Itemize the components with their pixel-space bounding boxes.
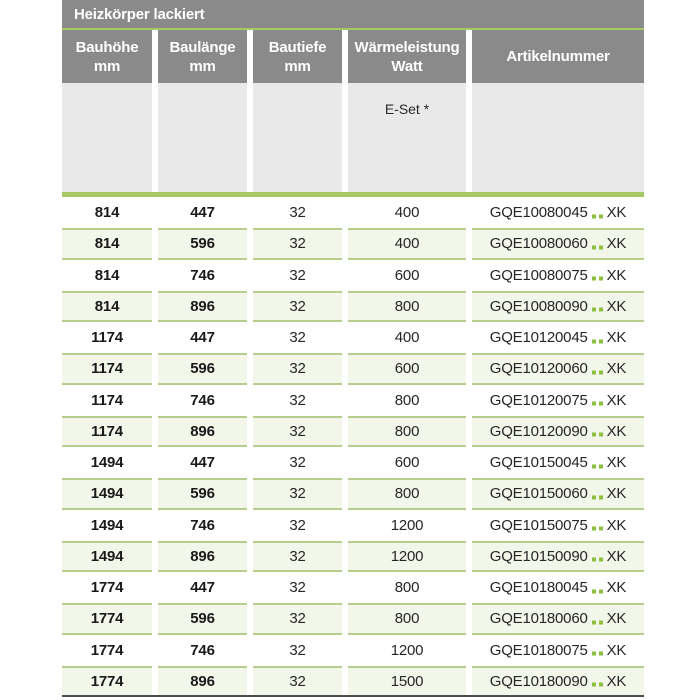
artikel-suffix: XK [606,672,627,690]
subheader-cell [253,83,342,192]
cell-bautiefe: 32 [253,353,342,384]
cell-bautiefe: 32 [253,478,342,509]
cell-baulaenge: 596 [158,478,247,509]
cell-baulaenge: 746 [190,266,215,284]
table-row [62,353,644,384]
subheader-cell [472,83,644,192]
table-row [62,447,644,478]
table-bottom-border [62,695,644,697]
column-label: Baulänge [169,38,236,56]
cell-artikelnummer [472,541,644,572]
column-header-bauhoehe [62,30,152,83]
column-unit: mm [284,57,311,75]
table-row [62,416,644,447]
cell-artikelnummer [472,447,644,478]
artikel-placeholder-dots-icon [592,433,603,437]
artikel-suffix: XK [606,641,627,659]
artikel-placeholder-dots-icon [592,245,603,249]
table-row [62,510,644,541]
cell-bauhoehe: 1174 [62,416,152,447]
column-unit: mm [93,57,121,75]
cell-bautiefe: 32 [253,416,342,447]
cell-baulaenge: 447 [190,329,215,347]
cell-baulaenge: 746 [190,391,215,409]
artikel-number: GQE10180060 [489,610,588,628]
cell-bautiefe: 32 [253,541,342,572]
cell-bauhoehe: 1494 [90,516,124,534]
cell-waermeleistung: 600 [394,266,420,284]
cell-baulaenge: 596 [158,603,247,634]
artikel-number: GQE10180075 [489,641,588,659]
cell-baulaenge: 896 [158,416,247,447]
cell-bautiefe: 32 [289,641,306,659]
artikel-placeholder-dots-icon [592,214,603,218]
cell-waermeleistung: 400 [394,204,420,222]
cell-bauhoehe: 1774 [90,579,124,597]
artikel-suffix: XK [606,579,627,597]
cell-artikelnummer [472,510,644,541]
cell-bauhoehe: 1494 [62,478,152,509]
artikel-number: GQE10120045 [489,329,588,347]
cell-bautiefe: 32 [253,228,342,259]
cell-bautiefe: 32 [289,579,306,597]
cell-waermeleistung: 800 [348,416,466,447]
cell-bautiefe: 32 [253,291,342,322]
cell-baulaenge: 447 [190,579,215,597]
artikel-placeholder-dots-icon [592,620,603,624]
cell-waermeleistung: 400 [394,329,420,347]
artikel-placeholder-dots-icon [592,370,603,374]
cell-bauhoehe: 1174 [91,329,123,347]
cell-waermeleistung: 800 [348,478,466,509]
cell-bauhoehe: 1774 [62,603,152,634]
cell-baulaenge: 596 [158,228,247,259]
cell-waermeleistung: 400 [348,228,466,259]
table-row [62,197,644,228]
table-row [62,322,644,353]
table-row [62,572,644,603]
artikel-placeholder-dots-icon [592,683,603,687]
artikel-number: GQE10120060 [489,360,588,378]
artikel-suffix: XK [606,235,627,253]
cell-baulaenge: 447 [190,454,215,472]
artikel-placeholder-dots-icon [592,495,603,499]
cell-baulaenge: 447 [190,204,215,222]
cell-artikelnummer [472,478,644,509]
cell-bauhoehe: 1174 [62,353,152,384]
cell-bautiefe: 32 [253,603,342,634]
table-row [62,291,644,322]
cell-waermeleistung: 1200 [390,641,424,659]
cell-waermeleistung: 600 [394,454,420,472]
artikel-suffix: XK [606,297,627,315]
cell-bauhoehe: 814 [62,291,152,322]
cell-bautiefe: 32 [289,204,306,222]
column-header-baulaenge [158,30,247,83]
artikel-placeholder-dots-icon [592,464,603,468]
artikel-placeholder-dots-icon [592,558,603,562]
artikel-suffix: XK [606,329,627,347]
artikel-placeholder-dots-icon [592,652,603,656]
cell-artikelnummer [472,416,644,447]
column-label: Bautiefe [268,38,327,56]
artikel-suffix: XK [606,360,627,378]
column-label: Wärmeleistung [354,38,460,56]
table-row [62,478,644,509]
artikel-placeholder-dots-icon [592,527,603,531]
artikel-suffix: XK [606,547,627,565]
cell-artikelnummer [472,572,644,603]
artikel-number: GQE10120090 [489,422,588,440]
cell-artikelnummer [472,635,644,666]
cell-waermeleistung: 1200 [390,516,424,534]
cell-bautiefe: 32 [253,666,342,697]
artikel-suffix: XK [606,485,627,503]
artikel-number: GQE10180090 [489,672,588,690]
column-unit: mm [189,57,216,75]
cell-artikelnummer [472,197,644,228]
artikel-number: GQE10150090 [489,547,588,565]
artikel-suffix: XK [606,266,627,284]
column-header-waermeleistung [348,30,466,83]
cell-bauhoehe: 1494 [62,541,152,572]
artikel-placeholder-dots-icon [592,308,603,312]
column-header-artikelnummer [472,30,644,83]
cell-bautiefe: 32 [289,266,306,284]
artikel-number: GQE10150045 [489,454,588,472]
cell-bauhoehe: 1174 [91,391,123,409]
table-row [62,635,644,666]
cell-baulaenge: 746 [190,641,215,659]
artikel-suffix: XK [606,204,627,222]
cell-baulaenge: 746 [190,516,215,534]
cell-artikelnummer [472,291,644,322]
cell-bauhoehe: 814 [94,204,120,222]
artikel-placeholder-dots-icon [592,589,603,593]
artikel-suffix: XK [606,454,627,472]
table-row [62,385,644,416]
column-header-row [62,30,644,83]
subheader-row [62,83,644,192]
table-title-bar [62,0,644,28]
artikel-number: GQE10150060 [489,485,588,503]
artikel-suffix: XK [606,422,627,440]
cell-baulaenge: 896 [158,666,247,697]
subheader-cell [158,83,247,192]
artikel-suffix: XK [606,391,627,409]
column-header-bautiefe [253,30,342,83]
cell-bauhoehe: 1494 [90,454,124,472]
cell-artikelnummer [472,228,644,259]
subheader-cell-eset [348,83,466,192]
artikel-number: GQE10080075 [489,266,588,284]
table-row [62,603,644,634]
cell-artikelnummer [472,353,644,384]
table-row [62,260,644,291]
cell-bautiefe: 32 [289,454,306,472]
cell-baulaenge: 896 [158,541,247,572]
table-row [62,666,644,697]
cell-waermeleistung: 800 [348,603,466,634]
cell-bauhoehe: 1774 [62,666,152,697]
artikel-placeholder-dots-icon [592,402,603,406]
column-label: Bauhöhe [75,38,139,56]
cell-baulaenge: 596 [158,353,247,384]
cell-artikelnummer [472,603,644,634]
artikel-placeholder-dots-icon [592,339,603,343]
artikel-number: GQE10150075 [489,516,588,534]
product-table [62,0,644,697]
column-label: Artikelnummer [506,48,610,65]
table-body [62,197,644,697]
cell-bautiefe: 32 [289,516,306,534]
cell-waermeleistung: 800 [394,579,420,597]
cell-bautiefe: 32 [289,391,306,409]
cell-waermeleistung: 800 [348,291,466,322]
cell-bauhoehe: 1774 [90,641,124,659]
cell-artikelnummer [472,385,644,416]
column-unit: Watt [391,57,423,75]
table-title: Heizkörper lackiert [74,5,205,23]
subheader-cell [62,83,152,192]
cell-bautiefe: 32 [289,329,306,347]
cell-waermeleistung: 600 [348,353,466,384]
eset-label: E-Set * [384,101,430,117]
artikel-number: GQE10080060 [489,235,588,253]
table-row [62,228,644,259]
artikel-number: GQE10120075 [489,391,588,409]
cell-waermeleistung: 1200 [348,541,466,572]
cell-waermeleistung: 800 [394,391,420,409]
artikel-placeholder-dots-icon [592,277,603,281]
artikel-number: GQE10080090 [489,297,588,315]
cell-artikelnummer [472,666,644,697]
artikel-number: GQE10180045 [489,579,588,597]
cell-baulaenge: 896 [158,291,247,322]
cell-bauhoehe: 814 [94,266,120,284]
cell-bauhoehe: 814 [62,228,152,259]
table-row [62,541,644,572]
artikel-suffix: XK [606,516,627,534]
cell-artikelnummer [472,260,644,291]
cell-artikelnummer [472,322,644,353]
cell-waermeleistung: 1500 [348,666,466,697]
artikel-suffix: XK [606,610,627,628]
artikel-number: GQE10080045 [489,204,588,222]
